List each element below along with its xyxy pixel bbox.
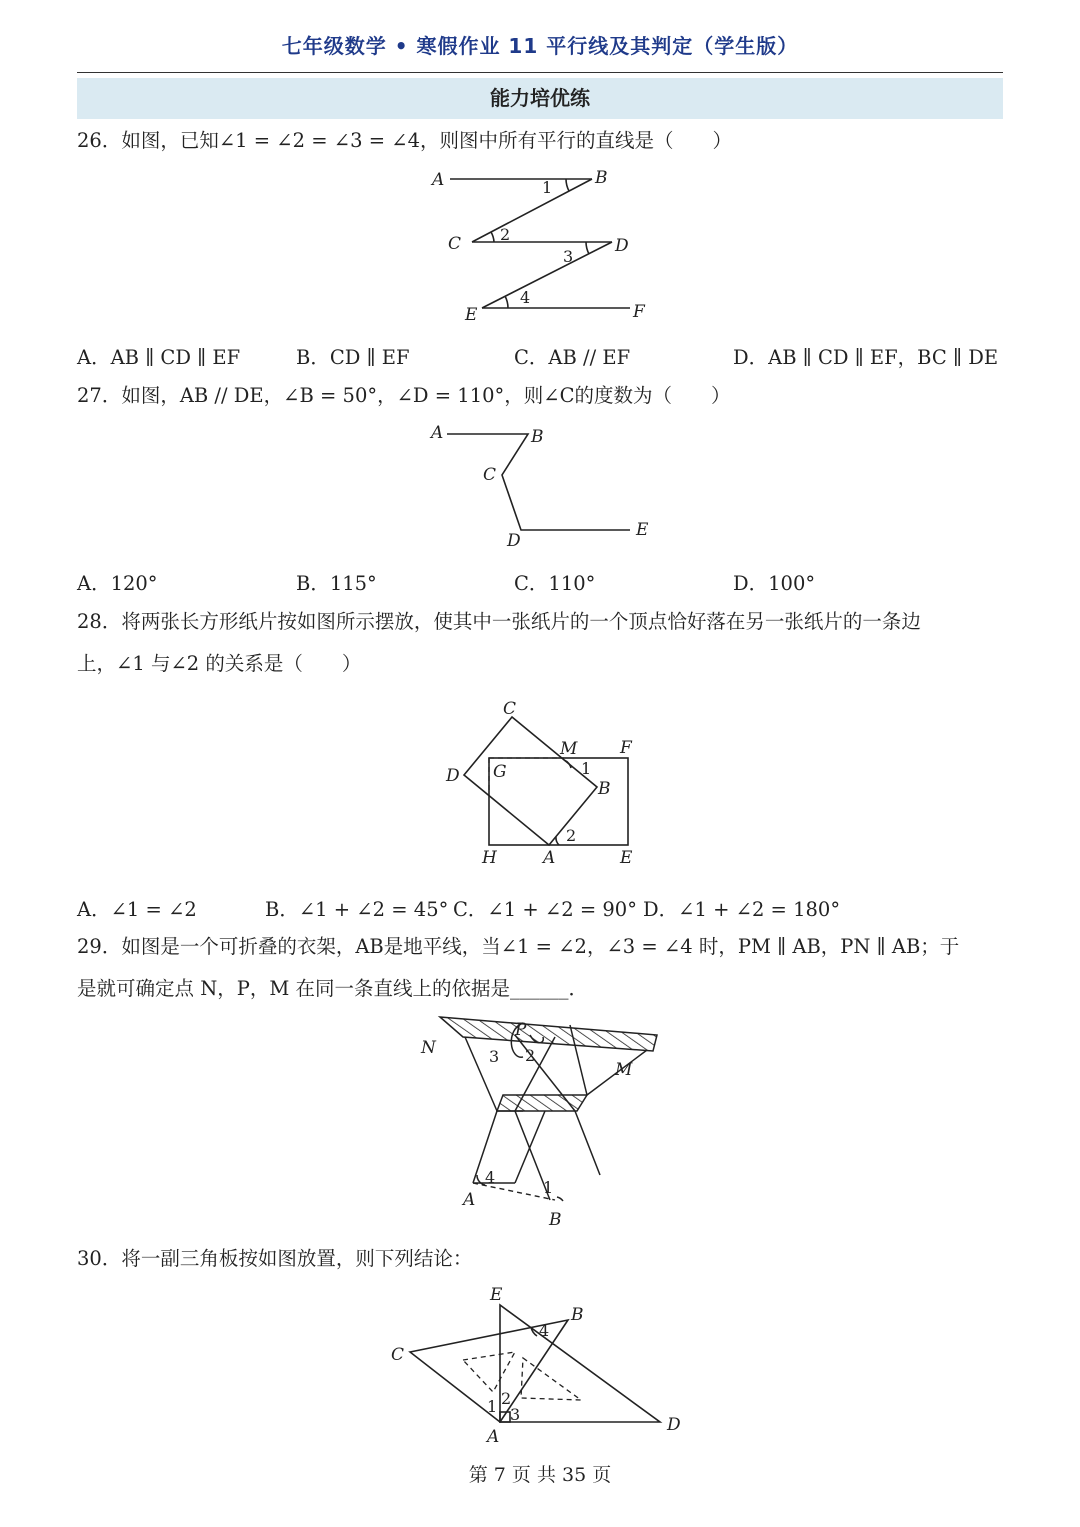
fig30-label-A: A [487, 1427, 500, 1447]
q26-option-b: B．CD ∥ EF [296, 346, 410, 369]
fig29-angle-1: 1 [543, 1178, 554, 1197]
fig30-angle-2: 2 [501, 1389, 512, 1408]
page-footer: 第 7 页 共 35 页 [468, 1464, 612, 1486]
fig28-label-C: C [503, 699, 517, 719]
header-rule [77, 72, 1003, 73]
fig30-label-B: B [571, 1305, 584, 1325]
question-28-line2: 上，∠1 与∠2 的关系是（ ） [77, 652, 362, 675]
fig28-angle-2: 2 [566, 826, 577, 845]
figure-26 [430, 165, 660, 330]
fig26-label-C: C [448, 234, 462, 254]
fig29-angle-4: 4 [485, 1168, 496, 1187]
fig27-label-E: E [636, 520, 649, 540]
fig29-angle-2: 2 [525, 1046, 536, 1065]
question-29-line2: 是就可确定点 N，P，M 在同一条直线上的依据是______． [77, 977, 589, 1000]
fig26-label-F: F [633, 302, 645, 322]
fig28-label-H: H [482, 848, 497, 868]
fig30-angle-1: 1 [487, 1397, 498, 1416]
fig28-label-D: D [446, 766, 460, 786]
question-28-line1: 28．将两张长方形纸片按如图所示摆放，使其中一张纸片的一个顶点恰好落在另一张纸片的一条边 [77, 610, 921, 633]
fig26-angle-1: 1 [542, 178, 553, 197]
fig28-label-M: M [560, 739, 578, 759]
figure-28 [440, 695, 650, 875]
q28-option-c: C．∠1 + ∠2 = 90° [453, 898, 637, 921]
fig29-angle-3: 3 [489, 1047, 500, 1066]
fig30-angle-3: 3 [510, 1405, 521, 1424]
fig26-angle-2: 2 [500, 225, 511, 244]
fig29-label-M: M [615, 1060, 633, 1080]
section-title: 能力培优练 [77, 78, 1003, 119]
q27-option-b: B．115° [296, 572, 377, 595]
fig28-label-E: E [620, 848, 633, 868]
fig28-angle-1: 1 [581, 759, 592, 778]
question-26: 26．如图，已知∠1 = ∠2 = ∠3 = ∠4，则图中所有平行的直线是（ ） [77, 129, 733, 152]
fig30-label-E: E [490, 1285, 503, 1305]
q28-option-b: B．∠1 + ∠2 = 45° [265, 898, 449, 921]
q27-option-d: D．100° [733, 572, 816, 595]
fig27-label-D: D [507, 531, 521, 551]
fig29-label-P: P [515, 1020, 527, 1040]
fig26-angle-4: 4 [520, 288, 531, 307]
fig28-label-A: A [543, 848, 556, 868]
fig26-label-B: B [595, 168, 608, 188]
q26-option-c: C．AB // EF [514, 346, 631, 369]
q26-option-a: A．AB ∥ CD ∥ EF [77, 346, 241, 369]
fig30-label-D: D [667, 1415, 681, 1435]
fig28-label-G: G [493, 762, 507, 782]
q27-option-c: C．110° [514, 572, 596, 595]
q27-option-a: A．120° [77, 572, 158, 595]
fig30-angle-4: 4 [539, 1321, 550, 1340]
question-30: 30．将一副三角板按如图放置，则下列结论： [77, 1247, 473, 1270]
fig29-label-N: N [421, 1038, 436, 1058]
figure-27 [425, 420, 665, 555]
figure-30 [385, 1280, 695, 1450]
fig28-label-B: B [598, 779, 611, 799]
q26-option-d: D．AB ∥ CD ∥ EF，BC ∥ DE [733, 346, 999, 369]
fig28-label-F: F [620, 738, 632, 758]
fig27-label-C: C [483, 465, 497, 485]
fig27-label-B: B [531, 427, 544, 447]
q28-option-a: A．∠1 = ∠2 [77, 898, 197, 921]
page-header: 七年级数学 • 寒假作业 11 平行线及其判定（学生版） [281, 34, 799, 58]
q28-option-d: D．∠1 + ∠2 = 180° [643, 898, 841, 921]
fig26-label-A: A [432, 170, 445, 190]
fig27-label-A: A [431, 423, 444, 443]
question-29-line1: 29．如图是一个可折叠的衣架，AB是地平线，当∠1 = ∠2，∠3 = ∠4 时，PM ∥ AB，PN ∥ AB；于 [77, 935, 960, 958]
fig26-label-D: D [615, 236, 629, 256]
figure-29 [415, 1015, 665, 1230]
fig29-label-B: B [549, 1210, 562, 1230]
question-27: 27．如图，AB // DE，∠B = 50°，∠D = 110°，则∠C的度数为（ ） [77, 384, 731, 407]
fig29-label-A: A [463, 1190, 476, 1210]
fig26-label-E: E [465, 305, 478, 325]
fig30-label-C: C [391, 1345, 405, 1365]
fig26-angle-3: 3 [563, 247, 574, 266]
